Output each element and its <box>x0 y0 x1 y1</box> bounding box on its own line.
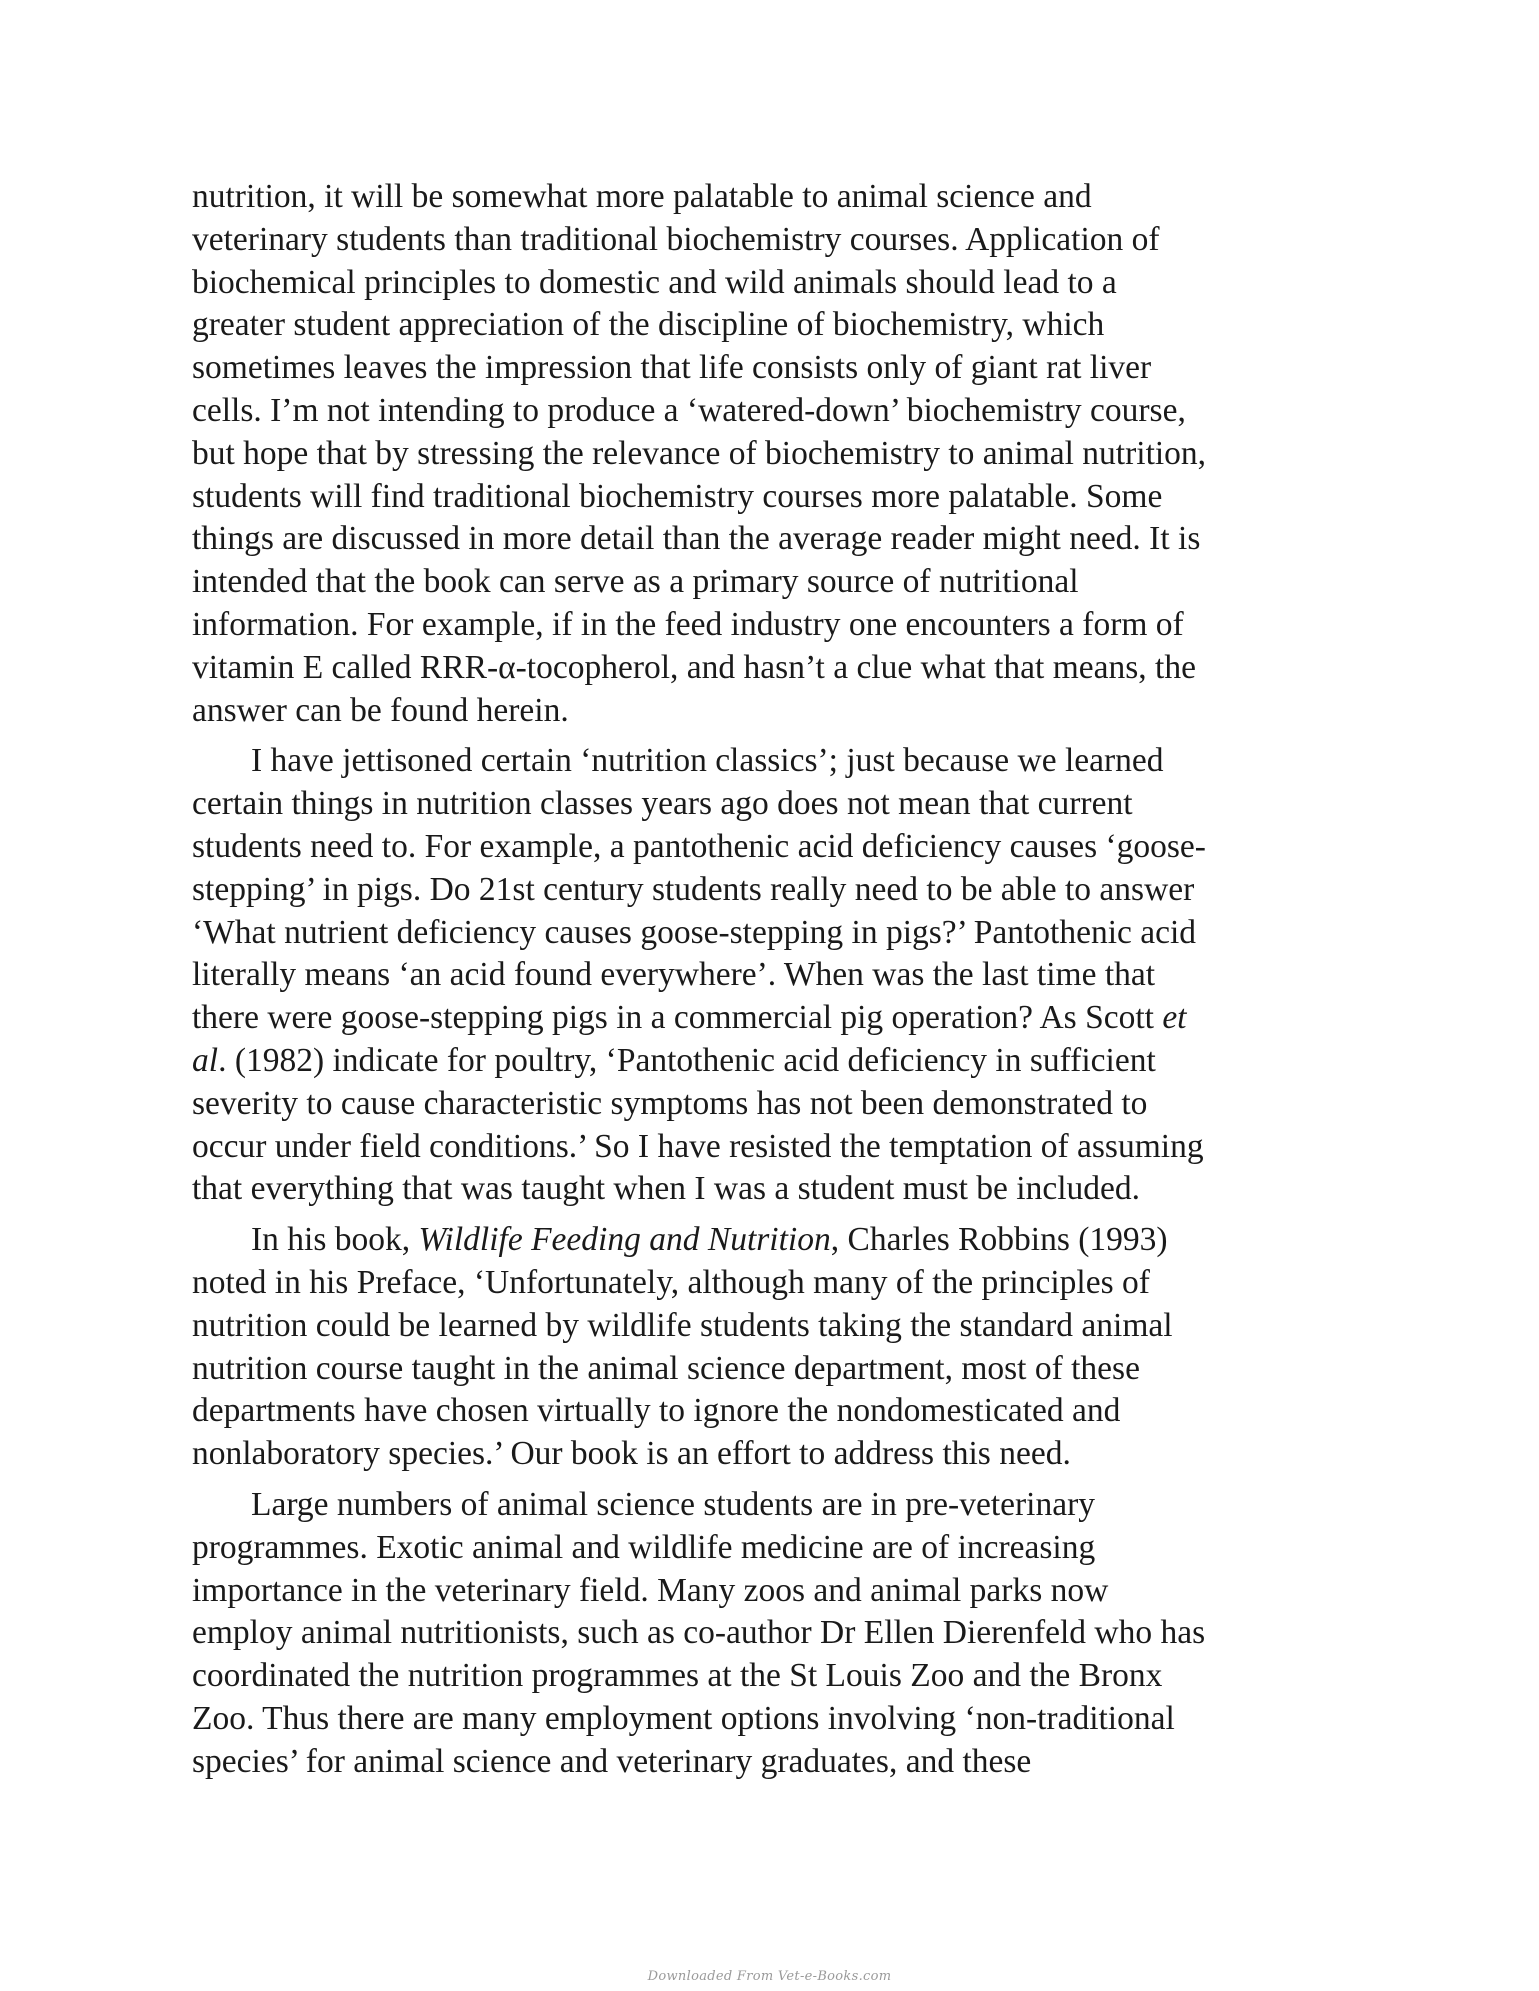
download-watermark: Downloaded From Vet-e-Books.com <box>647 1969 892 1984</box>
text-run: nonlaboratory species.’ Our book is an effort to address this need. <box>192 1435 1071 1473</box>
text-run: Large numbers of animal science students are in pre-veterinary <box>251 1485 1095 1523</box>
text-run: nutrition could be learned by wildlife students taking the standard animal <box>192 1306 1173 1344</box>
text-run: employ animal nutritionists, such as co-author Dr Ellen Dierenfeld who has <box>192 1614 1206 1652</box>
text-line <box>192 518 1342 561</box>
paragraph <box>192 176 1342 732</box>
text-run: coordinated the nutrition programmes at the St Louis Zoo and the Bronx <box>192 1657 1163 1695</box>
body-text <box>192 176 1342 1783</box>
paragraph <box>192 740 1342 1211</box>
text-run: sometimes leaves the impression that life consists only of giant rat liver <box>192 349 1152 387</box>
text-line <box>192 1655 1342 1698</box>
text-run: biochemical principles to domestic and wild animals should lead to a <box>192 263 1117 301</box>
text-line <box>192 1527 1342 1570</box>
text-run: severity to cause characteristic symptoms has not been demonstrated to <box>192 1084 1148 1122</box>
text-line <box>192 304 1342 347</box>
text-run: things are discussed in more detail than the average reader might need. It is <box>192 520 1201 558</box>
text-line <box>192 1126 1342 1169</box>
text-line <box>192 912 1342 955</box>
text-run: , Charles Robbins (1993) <box>830 1221 1168 1259</box>
italic-text-run: Wildlife Feeding and Nutrition <box>418 1221 831 1259</box>
text-line <box>192 433 1342 476</box>
text-line <box>192 1433 1342 1476</box>
text-run: cells. I’m not intending to produce a ‘watered-down’ biochemistry course, <box>192 391 1186 429</box>
text-run: intended that the book can serve as a primary source of nutritional <box>192 563 1079 601</box>
text-line <box>192 1168 1342 1211</box>
text-run: nutrition course taught in the animal science department, most of these <box>192 1349 1140 1387</box>
text-line <box>192 826 1342 869</box>
text-run: stepping’ in pigs. Do 21st century students really need to be able to answer <box>192 870 1195 908</box>
text-line <box>192 176 1342 219</box>
text-line <box>192 869 1342 912</box>
text-run: importance in the veterinary field. Many zoos and animal parks now <box>192 1571 1109 1609</box>
text-run: occur under field conditions.’ So I have resisted the temptation of assuming <box>192 1127 1204 1165</box>
text-line <box>192 647 1342 690</box>
paragraph <box>192 1484 1342 1784</box>
text-line <box>192 476 1342 519</box>
text-run: ‘What nutrient deficiency causes goose-stepping in pigs?’ Pantothenic acid <box>192 913 1197 951</box>
text-run: vitamin E called RRR-α-tocopherol, and hasn’t a clue what that means, the <box>192 648 1196 686</box>
text-line <box>192 1698 1342 1741</box>
text-line <box>192 954 1342 997</box>
text-line <box>192 1570 1342 1613</box>
text-run: . (1982) indicate for poultry, ‘Pantothenic acid deficiency in sufficient <box>218 1041 1156 1079</box>
paragraph <box>192 1219 1342 1476</box>
text-run: greater student appreciation of the discipline of biochemistry, which <box>192 306 1105 344</box>
text-line <box>192 219 1342 262</box>
text-run: nutrition, it will be somewhat more palatable to animal science and <box>192 178 1092 215</box>
text-run: veterinary students than traditional biochemistry courses. Application of <box>192 220 1160 258</box>
text-run: that everything that was taught when I was a student must be included. <box>192 1170 1141 1208</box>
italic-text-run: et <box>1162 999 1187 1037</box>
text-run: literally means ‘an acid found everywhere’. When was the last time that <box>192 956 1156 994</box>
text-run: answer can be found herein. <box>192 691 569 729</box>
text-run: students need to. For example, a pantothenic acid deficiency causes ‘goose- <box>192 827 1206 865</box>
text-line <box>192 1741 1342 1784</box>
text-run: departments have chosen virtually to ignore the nondomesticated and <box>192 1392 1121 1430</box>
text-line <box>192 740 1342 783</box>
text-line <box>192 783 1342 826</box>
text-run: but hope that by stressing the relevance of biochemistry to animal nutrition, <box>192 434 1207 472</box>
text-line <box>192 262 1342 305</box>
text-run: students will find traditional biochemistry courses more palatable. Some <box>192 477 1163 515</box>
text-line <box>192 604 1342 647</box>
text-line <box>192 1040 1342 1083</box>
text-line <box>192 1219 1342 1262</box>
text-line <box>192 1484 1342 1527</box>
text-run: In his book, <box>251 1221 419 1259</box>
text-line <box>192 1262 1342 1305</box>
italic-text-run: al <box>192 1041 219 1079</box>
text-line <box>192 390 1342 433</box>
text-line <box>192 1612 1342 1655</box>
text-run: information. For example, if in the feed industry one encounters a form of <box>192 605 1184 643</box>
text-line <box>192 1305 1342 1348</box>
text-run: noted in his Preface, ‘Unfortunately, although many of the principles of <box>192 1263 1150 1301</box>
text-line <box>192 1083 1342 1126</box>
text-run: programmes. Exotic animal and wildlife medicine are of increasing <box>192 1528 1096 1566</box>
text-line <box>192 1348 1342 1391</box>
text-line <box>192 347 1342 390</box>
text-line <box>192 690 1342 733</box>
text-run: species’ for animal science and veterinary graduates, and these <box>192 1742 1032 1780</box>
text-run: certain things in nutrition classes years ago does not mean that current <box>192 785 1133 823</box>
text-line <box>192 997 1342 1040</box>
text-run: I have jettisoned certain ‘nutrition classics’; just because we learned <box>251 742 1164 780</box>
text-run: Zoo. Thus there are many employment options involving ‘non-traditional <box>192 1699 1175 1737</box>
text-line <box>192 1390 1342 1433</box>
text-run: there were goose-stepping pigs in a commercial pig operation? As Scott <box>192 999 1163 1037</box>
text-line <box>192 561 1342 604</box>
